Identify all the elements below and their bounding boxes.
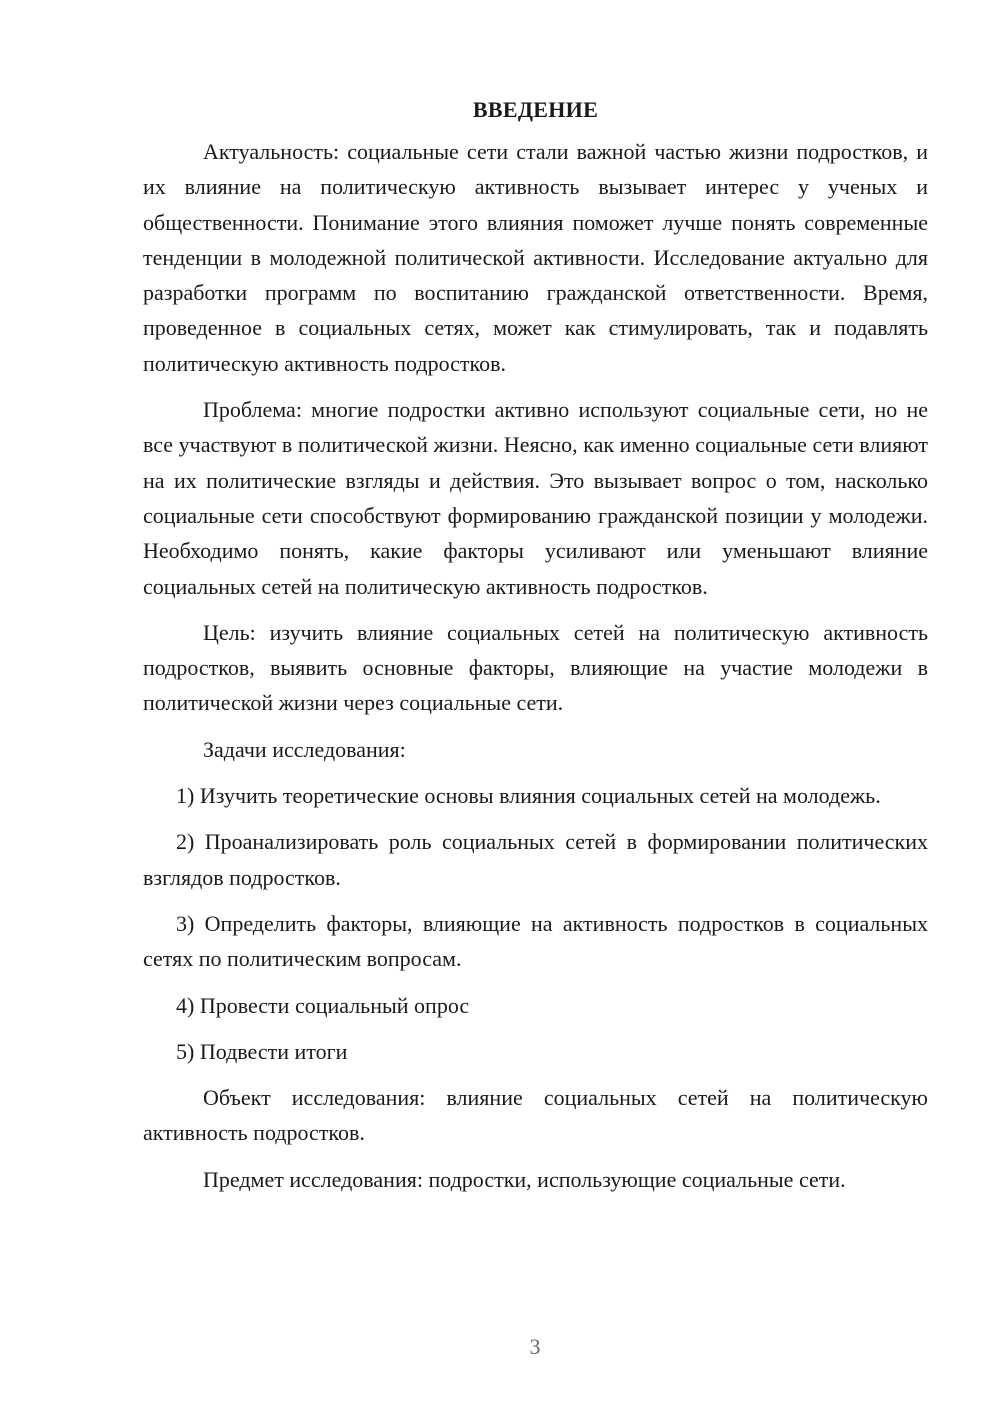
document-page xyxy=(143,92,928,1208)
page-title: ВВЕДЕНИЕ xyxy=(472,97,599,122)
task-item-2: 2) Проанализировать роль социальных сетей в формировании политических взглядов подростков. xyxy=(143,829,928,890)
task-item-5: 5) Подвести итоги xyxy=(176,1038,348,1064)
task-item-3: 3) Определить факторы, влияющие на активность подростков в социальных сетях по политическим вопросам. xyxy=(143,910,928,972)
task-item-1: 1) Изучить теоретические основы влияния социальных сетей на молодежь. xyxy=(176,783,881,809)
tasks-heading: Задачи исследования: xyxy=(203,736,406,762)
subject-paragraph: Предмет исследования: подростки, использующие социальные сети. xyxy=(203,1166,846,1192)
relevance-paragraph: Актуальность: социальные сети стали важной частью жизни подростков, и их влияние на политическую активность вызывает интерес у ученых и общественности. Понимание этого влияния поможет лучше понять современные тенденции в молодежной политической активности. Исследование актуально для разработки программ по воспитанию гражданской ответственности. Время, проведенное в социальных сетях, может как стимулировать, так и подавлять политическую активность подростков. xyxy=(143,139,928,376)
goal-paragraph: Цель: изучить влияние социальных сетей на политическую активность подростков, выявить основные факторы, влияющие на участие молодежи в политической жизни через социальные сети. xyxy=(143,619,928,716)
problem-paragraph: Проблема: многие подростки активно используют социальные сети, но не все участвуют в политической жизни. Неясно, как именно социальные сети влияют на их политические взгляды и действия. Это вызывает вопрос о том, насколько социальные сети способствуют формированию гражданской позиции у молодежи. Необходимо понять, какие факторы усиливают или уменьшают влияние социальных сетей на политическую активность подростков. xyxy=(143,397,928,599)
task-item-4: 4) Провести социальный опрос xyxy=(176,992,470,1018)
object-paragraph: Объект исследования: влияние социальных сетей на политическую активность подростков. xyxy=(143,1085,928,1146)
page-number: 3 xyxy=(529,1334,541,1359)
